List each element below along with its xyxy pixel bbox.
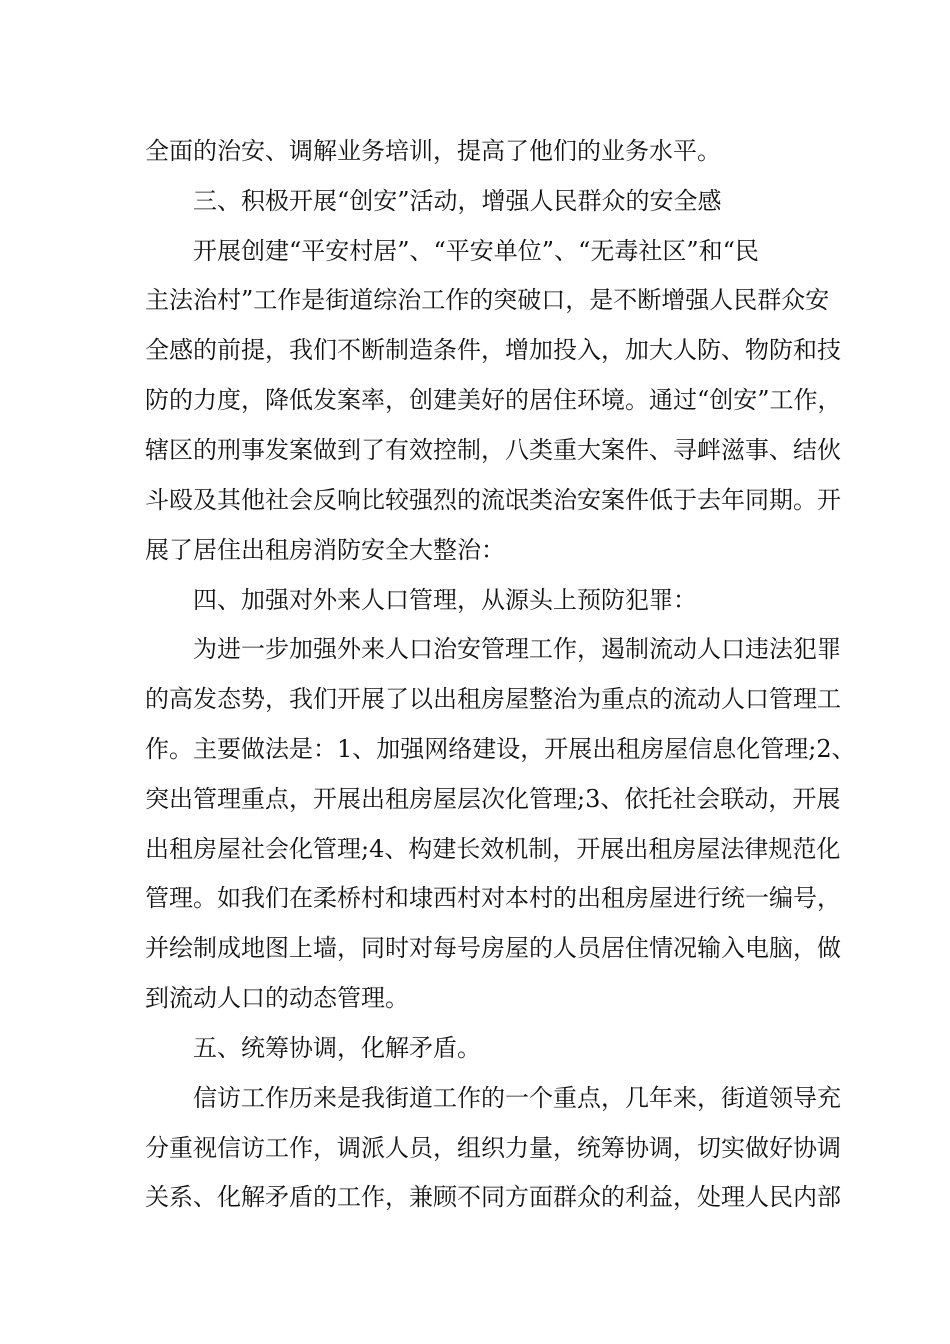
text-line: 出租房屋社会化管理;4、构建长效机制，开展出租房屋法律规范化 xyxy=(145,835,841,863)
text-line: 作。主要做法是：1、加强网络建设，开展出租房屋信息化管理;2、 xyxy=(145,735,856,763)
section-heading: 四、加强对外来人口管理，从源头上预防犯罪： xyxy=(193,586,697,614)
section-heading: 五、统筹协调，化解矛盾。 xyxy=(193,1034,481,1062)
text-line: 斗殴及其他社会反响比较强烈的流氓类治安案件低于去年同期。开 xyxy=(145,486,841,514)
text-line: 到流动人口的动态管理。 xyxy=(145,984,409,1012)
text-line: 的高发态势，我们开展了以出租房屋整治为重点的流动人口管理工 xyxy=(145,685,841,713)
text-line: 主法治村”工作是街道综治工作的突破口，是不断增强人民群众安 xyxy=(145,286,830,314)
text-line: 为进一步加强外来人口治安管理工作，遏制流动人口违法犯罪 xyxy=(193,635,841,663)
text-line: 防的力度，降低发案率，创建美好的居住环境。通过“创安”工作， xyxy=(145,386,842,414)
section-heading: 三、积极开展“创安”活动，增强人民群众的安全感 xyxy=(193,187,722,215)
text-line: 并绘制成地图上墙，同时对每号房屋的人员居住情况输入电脑，做 xyxy=(145,934,841,962)
text-line: 全感的前提，我们不断制造条件，增加投入，加大人防、物防和技 xyxy=(145,336,841,364)
text-line: 管理。如我们在柔桥村和埭西村对本村的出租房屋进行统一编号， xyxy=(145,884,841,912)
text-line: 辖区的刑事发案做到了有效控制，八类重大案件、寻衅滋事、结伙 xyxy=(145,436,841,464)
text-line: 信访工作历来是我街道工作的一个重点，几年来，街道领导充 xyxy=(193,1084,841,1112)
text-line: 开展创建“平安村居”、“平安单位”、“无毒社区”和“民 xyxy=(193,237,759,265)
text-line: 关系、化解矛盾的工作，兼顾不同方面群众的利益，处理人民内部 xyxy=(145,1183,841,1211)
text-line: 分重视信访工作，调派人员，组织力量，统筹协调，切实做好协调 xyxy=(145,1134,841,1162)
text-line: 突出管理重点，开展出租房屋层次化管理;3、依托社会联动，开展 xyxy=(145,785,841,813)
text-line: 全面的治安、调解业务培训，提高了他们的业务水平。 xyxy=(145,137,721,165)
text-line: 展了居住出租房消防安全大整治： xyxy=(145,536,505,564)
